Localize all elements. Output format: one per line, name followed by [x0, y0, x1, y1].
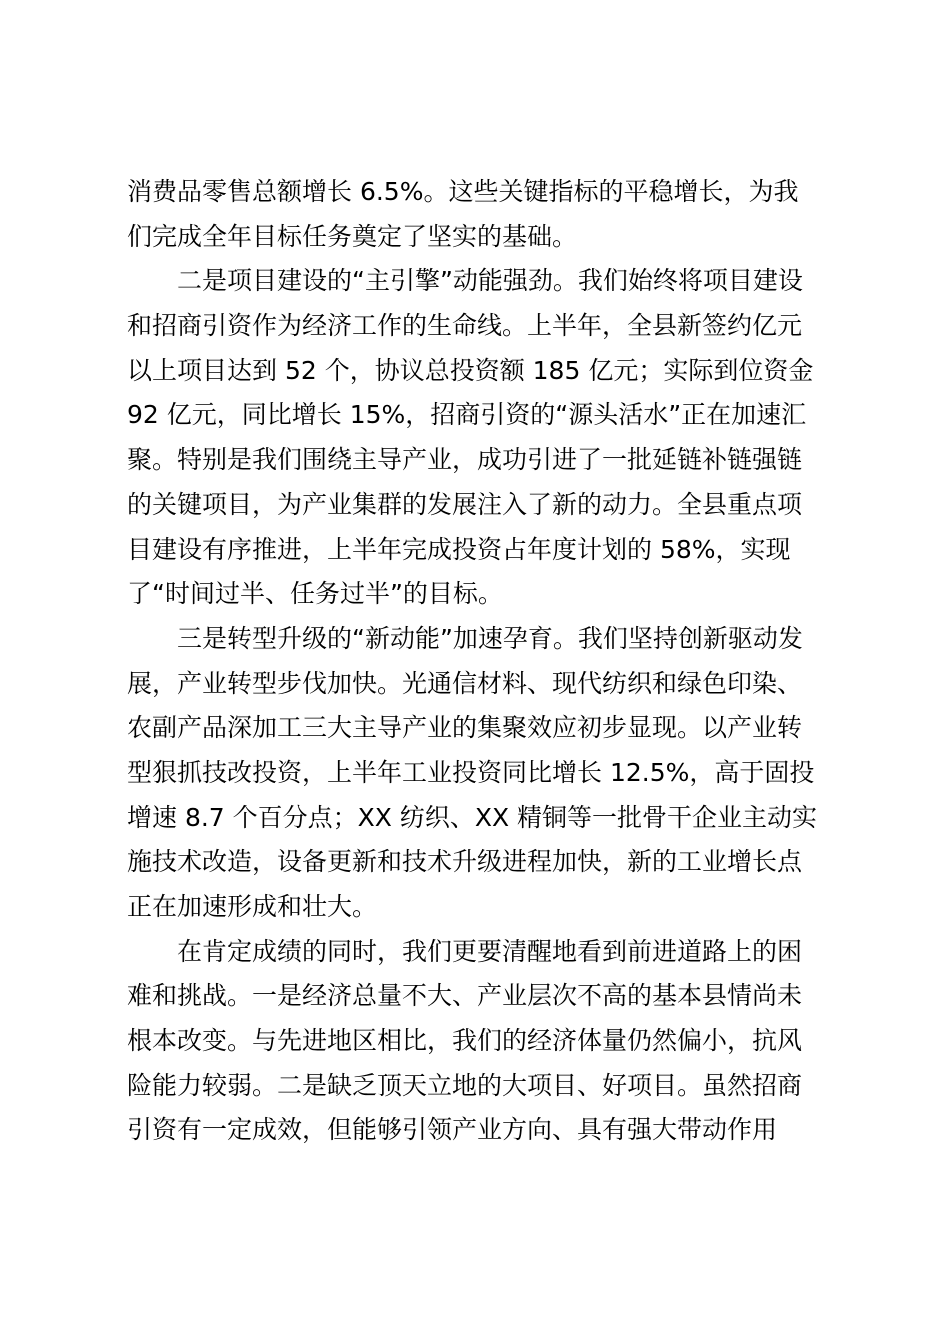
text-line: 以上项目达到 52 个，协议总投资额 185 亿元；实际到位资金: [127, 355, 814, 385]
text-line: 在肯定成绩的同时，我们更要清醒地看到前进道路上的困: [177, 936, 803, 966]
paragraph: [127, 930, 827, 1153]
text-line: 们完成全年目标任务奠定了坚实的基础。: [127, 221, 578, 251]
text-line: 聚。特别是我们围绕主导产业，成功引进了一批延链补链强链: [127, 445, 803, 475]
text-line: 了“时间过半、任务过半”的目标。: [127, 579, 503, 609]
paragraph: [127, 617, 827, 930]
text-line: 难和挑战。一是经济总量不大、产业层次不高的基本县情尚未: [127, 981, 803, 1011]
text-line: 的关键项目，为产业集群的发展注入了新的动力。全县重点项: [127, 489, 803, 519]
document-body: [127, 170, 827, 1153]
text-line: 引资有一定成效，但能够引领产业方向、具有强大带动作用: [127, 1115, 778, 1145]
text-line: 消费品零售总额增长 6.5%。这些关键指标的平稳增长，为我: [127, 177, 799, 206]
paragraph: [127, 170, 827, 259]
text-line: 正在加速形成和壮大。: [127, 892, 378, 921]
text-line: 92 亿元，同比增长 15%，招商引资的“源头活水”正在加速汇: [127, 400, 807, 430]
paragraph: [127, 259, 827, 617]
text-line: 和招商引资作为经济工作的生命线。上半年，全县新签约亿元: [127, 311, 803, 341]
text-line: 增速 8.7 个百分点；XX 纺织、XX 精铜等一批骨干企业主动实: [127, 802, 818, 832]
text-line: 展，产业转型步伐加快。光通信材料、现代纺织和绿色印染、: [127, 668, 803, 698]
text-line: 根本改变。与先进地区相比，我们的经济体量仍然偏小，抗风: [127, 1026, 803, 1056]
text-line: 险能力较弱。二是缺乏顶天立地的大项目、好项目。虽然招商: [127, 1070, 803, 1100]
text-line: 三是转型升级的“新动能”加速孕育。我们坚持创新驱动发: [177, 623, 803, 653]
text-line: 施技术改造，设备更新和技术升级进程加快，新的工业增长点: [127, 847, 803, 877]
text-line: 目建设有序推进，上半年完成投资占年度计划的 58%，实现: [127, 534, 791, 564]
text-line: 农副产品深加工三大主导产业的集聚效应初步显现。以产业转: [127, 713, 803, 743]
text-line: 型狠抓技改投资，上半年工业投资同比增长 12.5%，高于固投: [127, 757, 815, 787]
text-line: 二是项目建设的“主引擎”动能强劲。我们始终将项目建设: [177, 266, 803, 296]
